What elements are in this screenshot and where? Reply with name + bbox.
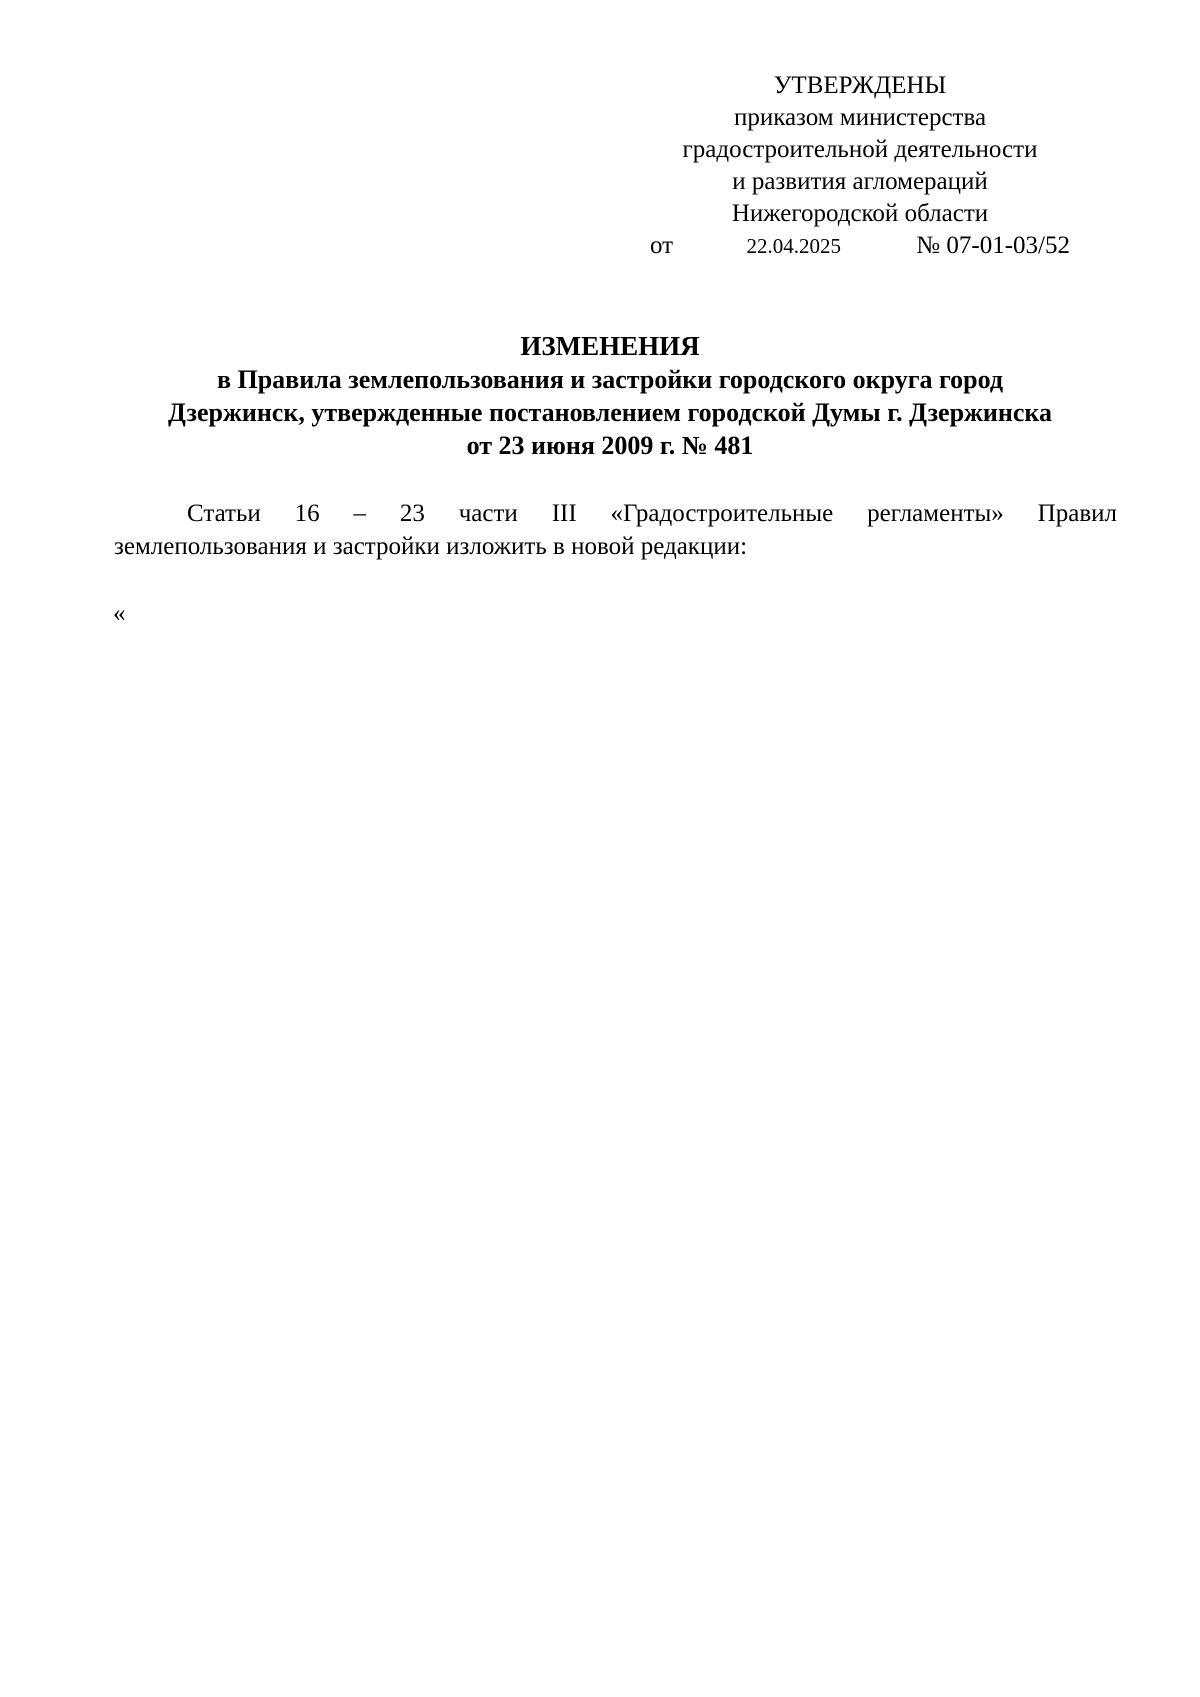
approval-heading: УТВЕРЖДЕНЫ [773,72,947,99]
word: «Градостроительные [610,500,834,527]
title-line: от 23 июня 2009 г. № 481 [466,431,754,460]
approval-line: Нижегородской области [731,200,989,227]
word: Правил [1037,500,1117,527]
approval-date: 22.04.2025 [746,234,841,258]
word: части [458,500,518,527]
word: 16 [294,500,320,527]
word: Статьи [187,500,261,527]
title-line: Дзержинск, утвержденные постановлением городской Думы г. Дзержинска [168,398,1052,427]
date-prefix: от [650,232,674,259]
paragraph-first-line [114,497,1117,530]
approval-stamp [650,70,1070,262]
word: – [353,500,366,527]
approval-date-row [650,230,1070,262]
opening-quote: « [113,600,126,627]
approval-line: и развития агломераций [732,168,988,195]
word: регламенты» [867,500,1004,527]
word: 23 [399,500,425,527]
paragraph-second-line: землепользования и застройки изложить в новой редакции: [114,533,748,560]
document-title [110,330,1110,462]
approval-line: приказом министерства [733,104,987,131]
approval-line: градостроительной деятельности [682,136,1038,163]
order-number: № 07-01-03/52 [916,232,1070,259]
word: III [551,500,577,527]
title-line: в Правила землепользования и застройки городского округа город [216,365,1004,394]
body-paragraph [114,497,1117,563]
title-heading: ИЗМЕНЕНИЯ [520,331,700,361]
